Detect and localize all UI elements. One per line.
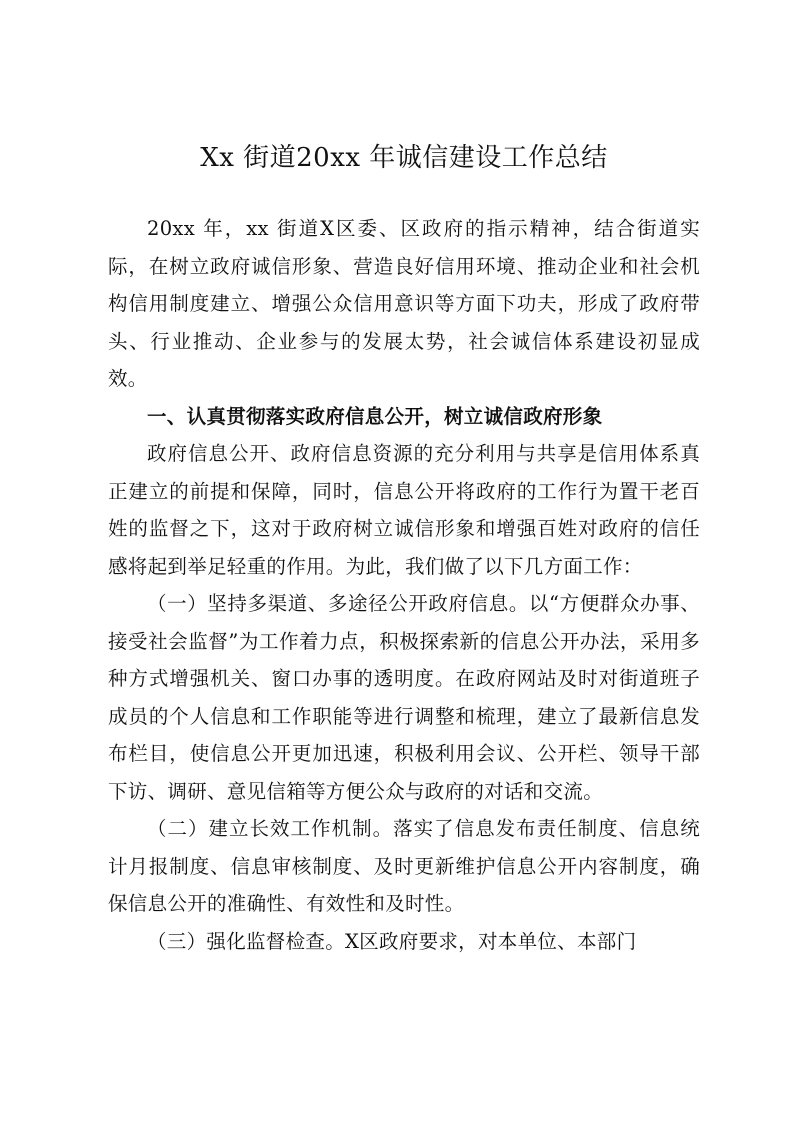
item-one-paragraph: （一）坚持多渠道、多途径公开政府信息。以“方便群众办事、接受社会监督”为工作着力点，积极探索新的信息公开办法，采用多种方式增强机关、窗口办事的透明度。在政府网站及时对街道班子成员的个人信息和工作职能等进行调整和梳理，建立了最新信息发布栏目，使信息公开更加迅速，积极利用会议、公开栏、领导干部下访、调研、意见信箱等方便公众与政府的对话和交流。 [108, 592, 700, 803]
section-intro-paragraph: 政府信息公开、政府信息资源的充分利用与共享是信用体系真正建立的前提和保障，同时，信息公开将政府的工作行为置干老百姓的监督之下，这对于政府树立诚信形象和增强百姓对政府的信任感将起到举足轻重的作用。为此，我们做了以下几方面工作： [108, 442, 700, 578]
item-three-paragraph: （三）强化监督检查。X区政府要求，对本单位、本部门 [147, 929, 637, 953]
section-heading: 一、认真贯彻落实政府信息公开，树立诚信政府形象 [147, 404, 603, 428]
document-title: Xx 街道20xx 年诚信建设工作总结 [200, 143, 608, 173]
intro-paragraph: 20xx 年，xx 街道X区委、区政府的指示精神，结合街道实际，在树立政府诚信形象、营造良好信用环境、推动企业和社会机构信用制度建立、增强公众信用意识等方面下功夫，形成了政府带头、行业推动、企业参与的发展太势，社会诚信体系建设初显成效。 [108, 217, 700, 390]
document-body [108, 210, 700, 960]
item-two-paragraph: （二）建立长效工作机制。落实了信息发布责任制度、信息统计月报制度、信息审核制度、及时更新维护信息公开内容制度，确保信息公开的准确性、有效性和及时性。 [108, 817, 700, 915]
